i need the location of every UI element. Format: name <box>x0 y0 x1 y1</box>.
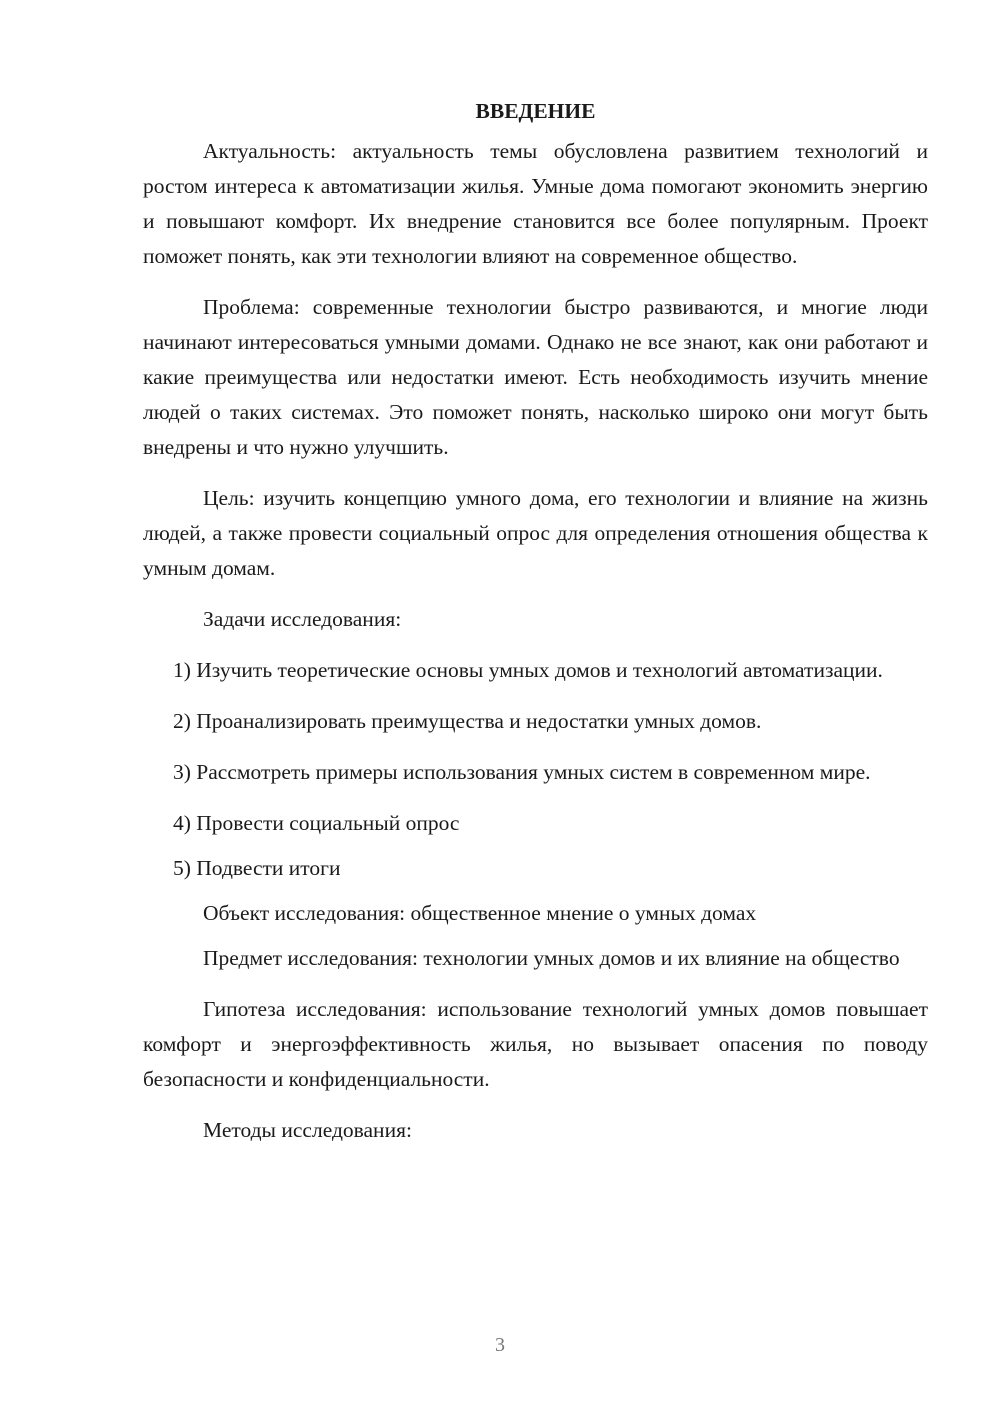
subject-paragraph: Предмет исследования: технологии умных домов и их влияние на общество <box>203 946 900 970</box>
task-item-1: 1) Изучить теоретические основы умных домов и технологий автоматизации. <box>173 658 883 682</box>
goal-paragraph: Цель: изучить концепцию умного дома, его технологии и влияние на жизнь людей, а также провести социальный опрос для определения отношения общества к умным домам. <box>143 486 928 580</box>
hypothesis-paragraph: Гипотеза исследования: использование технологий умных домов повышает комфорт и энергоэффективность жилья, но вызывает опасения по поводу безопасности и конфиденциальности. <box>143 997 928 1091</box>
page-content <box>143 92 928 1164</box>
relevance-paragraph: Актуальность: актуальность темы обусловлена развитием технологий и ростом интереса к автоматизации жилья. Умные дома помогают экономить энергию и повышают комфорт. Их внедрение становится все более популярным. Проект поможет понять, как эти технологии влияют на современное общество. <box>143 139 928 268</box>
task-item-4: 4) Провести социальный опрос <box>173 811 460 835</box>
page-title: ВВЕДЕНИЕ <box>475 99 596 123</box>
object-paragraph: Объект исследования: общественное мнение о умных домах <box>203 901 757 925</box>
task-item-2: 2) Проанализировать преимущества и недостатки умных домов. <box>173 709 762 733</box>
problem-paragraph: Проблема: современные технологии быстро развиваются, и многие люди начинают интересоваться умными домами. Однако не все знают, как они работают и какие преимущества или недостатки имеют. Есть необходимость изучить мнение людей о таких системах. Это поможет понять, насколько широко они могут быть внедрены и что нужно улучшить. <box>143 295 928 459</box>
tasks-label: Задачи исследования: <box>203 607 402 631</box>
page-number: 3 <box>495 1334 505 1356</box>
methods-label: Методы исследования: <box>203 1118 412 1142</box>
task-item-5: 5) Подвести итоги <box>173 856 341 880</box>
task-item-3: 3) Рассмотреть примеры использования умных систем в современном мире. <box>173 760 871 784</box>
